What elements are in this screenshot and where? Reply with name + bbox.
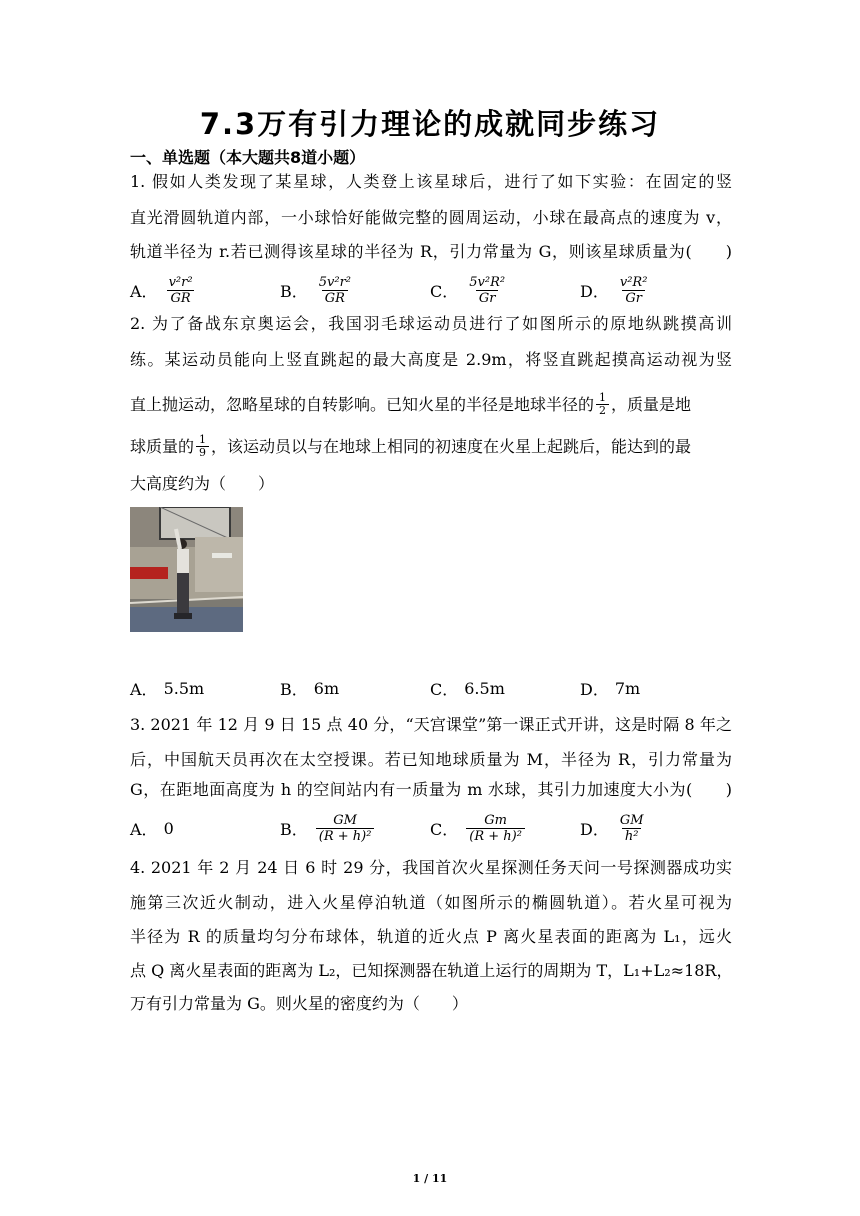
athlete-jump-photo [130,507,243,632]
q1-line-3: 轨道半径为 r.若已测得该星球的半径为 R，引力常量为 G，则该星球质量为( ) [130,242,732,261]
q2-line-4: 球质量的 $\frac{1}{9}$ ，该运动员以与在地球上相同的初速度在火星上起跳后，能达到的最 [130,433,692,459]
q4-line-3: 半径为 R 的质量均匀分布球体，轨道的近火点 P 离火星表面的距离为 L₁，远火 [130,927,732,946]
q3-option-c: C． $\frac{Gm}{\text{(R + h)²}}$ [430,808,527,848]
q3-options [130,808,732,848]
q2-option-d: D． 7m [580,678,641,699]
q3-option-b: B． $\frac{GM}{\text{(R + h)²}}$ [280,808,376,848]
q2-options [130,668,732,708]
q3-line-3: G，在距地面高度为 h 的空间站内有一质量为 m 水球，其引力加速度大小为( ) [130,780,732,799]
q3-option-a: A． 0 [130,818,174,839]
q1-option-d: D． $\frac{\text{v²R²}}{Gr}$ [580,274,648,306]
q1-options [130,270,732,310]
q3-option-d: D． $\frac{GM}{\text{h²}}$ [580,812,644,844]
q2-option-c: C． 6.5m [430,678,505,699]
q2-option-a: A． 5.5m [130,678,205,699]
q2-line-5: 大高度约为（ ） [130,474,275,493]
q2-line-2: 练。某运动员能向上竖直跳起的最大高度是 2.9m，将竖直跳起摸高运动视为竖 [130,350,732,369]
page-title: 7.3万有引力理论的成就同步练习 [199,107,661,141]
q4-line-2: 施第三次近火制动，进入火星停泊轨道（如图所示的椭圆轨道）。若火星可视为 [130,893,732,912]
q4-line-1: 4. 2021 年 2 月 24 日 6 时 29 分，我国首次火星探测任务天问一号探测器成功实 [130,858,732,877]
q1-option-a: A． $\frac{\text{v²r²}}{GR}$ [130,274,193,306]
section-heading: 一、单选题（本大题共8道小题） [130,148,366,167]
q3-line-1: 3. 2021 年 12 月 9 日 15 点 40 分，“天宫课堂”第一课正式开讲，这是时隔 8 年之 [130,715,732,734]
q4-line-5: 万有引力常量为 G。则火星的密度约为（ ） [130,994,468,1013]
q1-option-c: C． $\frac{\text{5v²R²}}{Gr}$ [430,274,506,306]
q1-line-1: 1. 假如人类发现了某星球，人类登上该星球后，进行了如下实验：在固定的竖 [130,172,732,191]
q4-line-4: 点 Q 离火星表面的距离为 L₂，已知探测器在轨道上运行的周期为 T，L₁+L₂≈18R， [130,961,733,980]
q2-option-b: B． 6m [280,678,340,699]
q2-line-3: 直上抛运动，忽略星球的自转影响。已知火星的半径是地球半径的 $\frac{1}{2}$ ，质量是地 [130,391,692,417]
page-number: 1 / 11 [412,1172,448,1185]
q3-line-2: 后，中国航天员再次在太空授课。若已知地球质量为 M，半径为 R，引力常量为 [130,750,732,769]
q1-option-b: B． $\frac{\text{5v²r²}}{GR}$ [280,274,352,306]
athlete-jump-photo-graphic [130,507,243,632]
q1-line-2: 直光滑圆轨道内部，一小球恰好能做完整的圆周运动，小球在最高点的速度为 v， [130,208,732,227]
q2-line-1: 2. 为了备战东京奥运会，我国羽毛球运动员进行了如图所示的原地纵跳摸高训 [130,314,732,333]
